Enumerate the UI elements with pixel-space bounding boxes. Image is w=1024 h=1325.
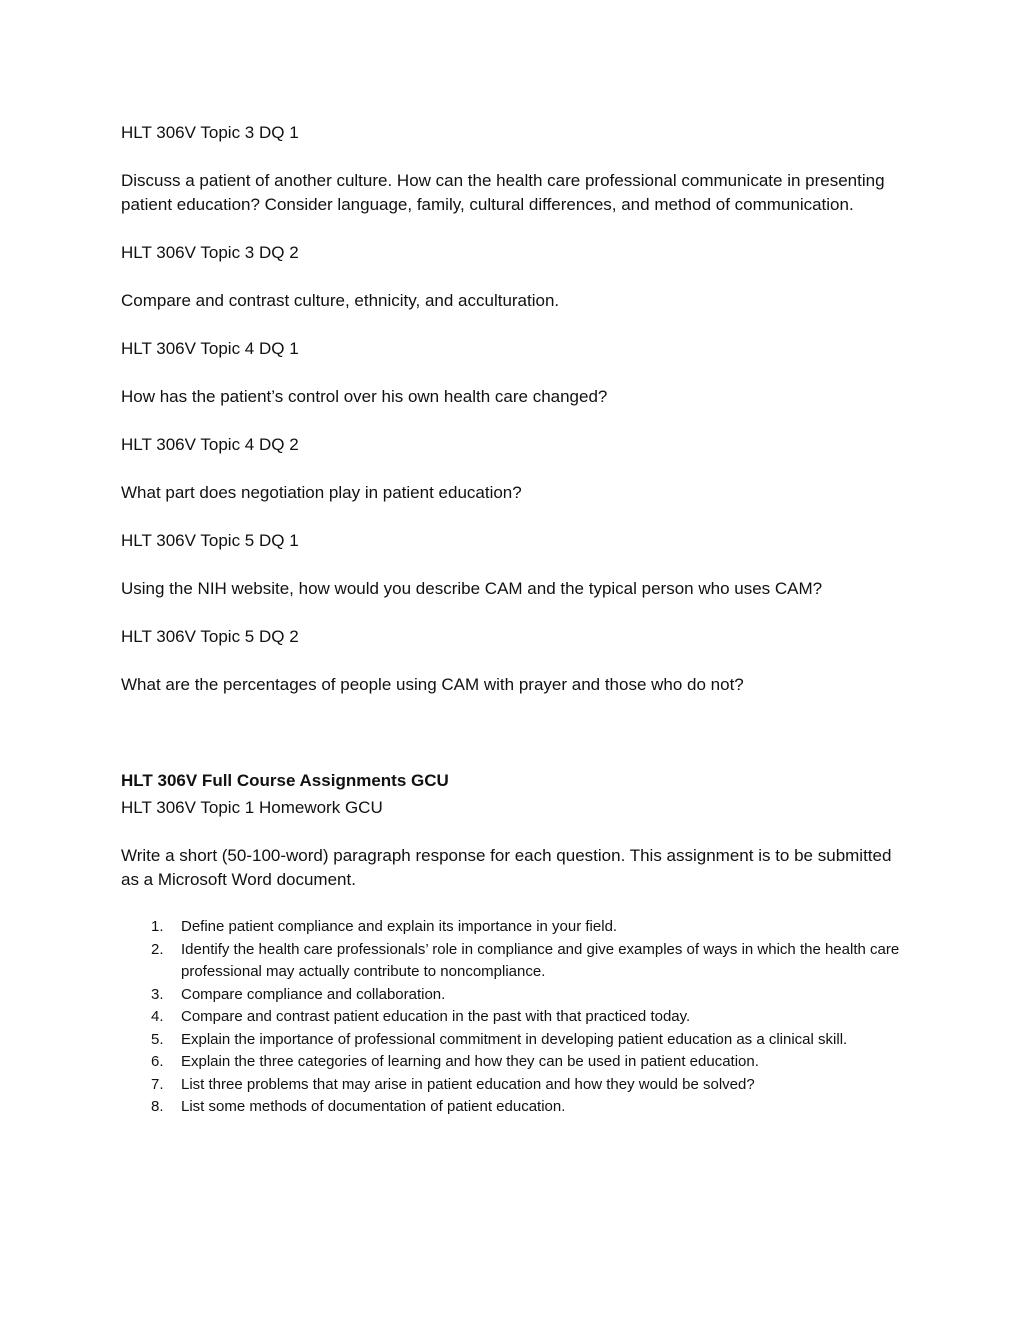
list-number: 3. bbox=[151, 985, 164, 1003]
question-list bbox=[121, 916, 911, 1119]
list-text: Compare and contrast patient education in the past with that practiced today. bbox=[181, 1008, 691, 1025]
list-item bbox=[121, 1096, 911, 1119]
list-item bbox=[121, 1029, 911, 1052]
list-number: 5. bbox=[151, 1030, 164, 1048]
spacer bbox=[121, 721, 911, 769]
list-text: Compare compliance and collaboration. bbox=[181, 985, 446, 1003]
assignments-subtitle: HLT 306V Topic 1 Homework GCU bbox=[121, 798, 383, 817]
list-number: 2. bbox=[151, 940, 164, 958]
section-heading: HLT 306V Topic 4 DQ 1 bbox=[121, 339, 299, 358]
section-body: Discuss a patient of another culture. How can the health care professional communicate in presenting patient education? Consider language, family, cultural differences, and method of communication. bbox=[121, 171, 885, 214]
section-heading: HLT 306V Topic 3 DQ 2 bbox=[121, 243, 299, 262]
list-text: Define patient compliance and explain its importance in your field. bbox=[181, 918, 618, 935]
list-item bbox=[121, 916, 911, 939]
list-number: 6. bbox=[151, 1053, 164, 1070]
assignments-title: HLT 306V Full Course Assignments GCU bbox=[121, 771, 449, 790]
assignments-instructions: Write a short (50-100-word) paragraph response for each question. This assignment is to be submitted as a Microsoft Word document. bbox=[121, 846, 892, 889]
list-text: Explain the three categories of learning and how they can be used in patient education. bbox=[181, 1053, 759, 1070]
section-heading: HLT 306V Topic 4 DQ 2 bbox=[121, 435, 299, 454]
section-body: Using the NIH website, how would you describe CAM and the typical person who uses CAM? bbox=[121, 579, 823, 598]
list-item bbox=[121, 1051, 911, 1074]
list-text: Explain the importance of professional commitment in developing patient education as a clinical skill. bbox=[181, 1030, 848, 1048]
list-text: List some methods of documentation of patient education. bbox=[181, 1098, 566, 1115]
section-heading: HLT 306V Topic 3 DQ 1 bbox=[121, 123, 299, 142]
section-body: What are the percentages of people using CAM with prayer and those who do not? bbox=[121, 675, 744, 694]
section-body: What part does negotiation play in patient education? bbox=[121, 483, 522, 502]
section-heading: HLT 306V Topic 5 DQ 1 bbox=[121, 531, 299, 550]
section-body: How has the patient’s control over his own health care changed? bbox=[121, 387, 608, 406]
section-heading: HLT 306V Topic 5 DQ 2 bbox=[121, 627, 299, 646]
list-number: 1. bbox=[151, 918, 164, 935]
section-body: Compare and contrast culture, ethnicity, and acculturation. bbox=[121, 291, 560, 310]
list-number: 4. bbox=[151, 1008, 164, 1025]
list-number: 7. bbox=[151, 1075, 164, 1093]
list-item bbox=[121, 984, 911, 1007]
list-item bbox=[121, 1006, 911, 1029]
list-number: 8. bbox=[151, 1098, 164, 1115]
list-item bbox=[121, 1074, 911, 1097]
document-content bbox=[121, 121, 911, 1119]
list-text: List three problems that may arise in patient education and how they would be solved? bbox=[181, 1075, 755, 1093]
list-item bbox=[121, 939, 911, 984]
list-text: Identify the health care professionals’ role in compliance and give examples of ways in which the health care professional may actually contribute to noncompliance. bbox=[181, 940, 900, 980]
